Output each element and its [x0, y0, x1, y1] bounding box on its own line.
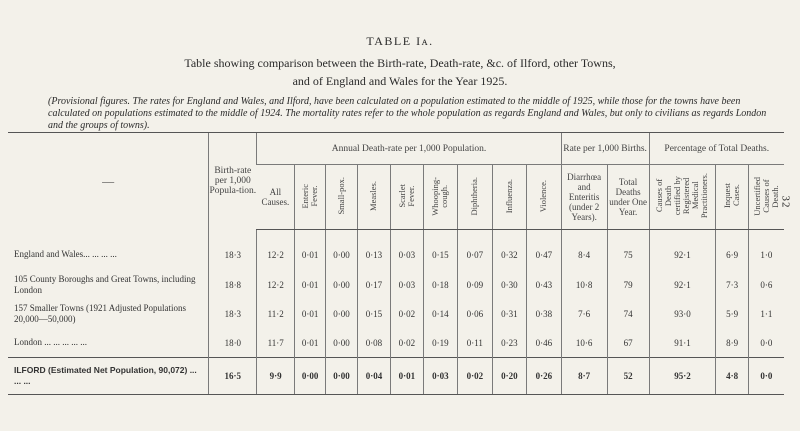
cell: 0·03	[423, 358, 458, 395]
cell: 0·14	[423, 299, 458, 328]
cell: 0·38	[527, 299, 562, 328]
comparison-table-wrapper	[8, 132, 784, 396]
cell: 8·7	[561, 358, 607, 395]
cell: 0·31	[492, 299, 527, 328]
cell: 7·6	[561, 299, 607, 328]
cell: 0·01	[295, 270, 326, 299]
provisional-note: (Provisional figures. The rates for England and Wales, and Ilford, have been calculated on a population estimated to the middle of 1925, while those for the towns have been calculated on populations estimated to the middle of 1924. The mortality rates refer to the whole population as regards England and Wales, but only to civilians as regards London and the groups of towns).	[48, 96, 767, 131]
page-number: 32	[779, 195, 792, 209]
header-birth-rate: Birth-rate per 1,000 Popula-tion.	[209, 133, 257, 230]
row-label: England and Wales... ... ... ...	[14, 249, 117, 260]
row-label: London ... ... ... ... ...	[14, 337, 87, 347]
cell: 0·00	[295, 358, 326, 395]
cell: 79	[607, 270, 649, 299]
cell: 0·02	[458, 358, 493, 395]
table-row	[8, 299, 784, 328]
header-small-pox: Small-pox.	[326, 165, 357, 230]
cell: 0·01	[295, 328, 326, 358]
cell: 67	[607, 328, 649, 358]
header-inquest: Inquest Cases.	[716, 165, 748, 230]
cell: 0·00	[326, 328, 357, 358]
header-scarlet-fever: Scarlet Fever.	[391, 165, 423, 230]
cell: 10·6	[561, 328, 607, 358]
header-enteric-fever: Enteric Fever.	[295, 165, 326, 230]
header-percentage-deaths: Percentage of Total Deaths.	[649, 133, 784, 165]
subtitle-line-2: and of England and Wales for the Year 1925.	[292, 74, 508, 88]
cell: 7·3	[716, 270, 748, 299]
cell: 0·07	[458, 230, 493, 271]
cell: 0·00	[326, 230, 357, 271]
cell: 0·01	[391, 358, 423, 395]
header-violence: Violence.	[527, 165, 562, 230]
cell: 0·18	[423, 270, 458, 299]
cell: 0·03	[391, 270, 423, 299]
header-dash: —	[8, 133, 209, 230]
cell: 0·47	[527, 230, 562, 271]
cell: 0·23	[492, 328, 527, 358]
cell: 18·3	[209, 230, 257, 271]
cell: 16·5	[209, 358, 257, 395]
header-certified: Causes of Death certified by Registered Medical Practitioners.	[649, 165, 716, 230]
cell: 52	[607, 358, 649, 395]
cell: 18·0	[209, 328, 257, 358]
cell: 1·1	[748, 299, 784, 328]
cell: 0·00	[326, 358, 357, 395]
cell: 0·04	[357, 358, 390, 395]
cell: 5·9	[716, 299, 748, 328]
cell: 0·32	[492, 230, 527, 271]
table-row	[8, 328, 784, 358]
cell: 11·2	[257, 299, 295, 328]
subtitle-line-1: Table showing comparison between the Birth-rate, Death-rate, &c. of Ilford, other Towns,	[184, 56, 616, 70]
cell: 93·0	[649, 299, 716, 328]
row-label: 105 County Boroughs and Great Towns, including London	[14, 273, 196, 295]
cell: 0·08	[357, 328, 390, 358]
cell: 0·20	[492, 358, 527, 395]
cell: 92·1	[649, 230, 716, 271]
cell: 12·2	[257, 270, 295, 299]
cell: 0·19	[423, 328, 458, 358]
header-uncertified: Uncertified Causes of Death.	[748, 165, 784, 230]
row-label: 157 Smaller Towns (1921 Adjusted Populations 20,000—50,000)	[14, 302, 186, 324]
cell: 74	[607, 299, 649, 328]
table-title: TABLE Iᴀ.	[366, 34, 434, 48]
cell: 0·09	[458, 270, 493, 299]
cell: 0·01	[295, 299, 326, 328]
cell: 4·8	[716, 358, 748, 395]
header-rate-per-births: Rate per 1,000 Births.	[561, 133, 649, 165]
header-influenza: Influenza.	[492, 165, 527, 230]
comparison-table	[8, 132, 784, 395]
cell: 75	[607, 230, 649, 271]
cell: 0·17	[357, 270, 390, 299]
table-row	[8, 230, 784, 271]
cell: 0·00	[326, 270, 357, 299]
cell: 0·30	[492, 270, 527, 299]
cell: 0·15	[357, 299, 390, 328]
table-subtitle	[60, 54, 740, 90]
cell: 0·01	[295, 230, 326, 271]
cell: 95·2	[649, 358, 716, 395]
header-annual-death-rate: Annual Death-rate per 1,000 Population.	[257, 133, 561, 165]
cell: 18·8	[209, 270, 257, 299]
cell: 0·15	[423, 230, 458, 271]
table-row-ilford	[8, 358, 784, 395]
row-label: ILFORD (Estimated Net Population, 90,072) ... ... ...	[8, 358, 209, 395]
cell: 9·9	[257, 358, 295, 395]
cell: 0·02	[391, 299, 423, 328]
cell: 1·0	[748, 230, 784, 271]
header-total-deaths: Total Deaths under One Year.	[607, 165, 649, 230]
cell: 0·0	[748, 358, 784, 395]
cell: 0·0	[748, 328, 784, 358]
cell: 11·7	[257, 328, 295, 358]
cell: 0·26	[527, 358, 562, 395]
header-all-causes: All Causes.	[257, 165, 295, 230]
cell: 8·4	[561, 230, 607, 271]
cell: 91·1	[649, 328, 716, 358]
cell: 0·43	[527, 270, 562, 299]
cell: 0·46	[527, 328, 562, 358]
table-row	[8, 270, 784, 299]
header-diphtheria: Diphtheria.	[458, 165, 493, 230]
cell: 8·9	[716, 328, 748, 358]
header-whooping-cough: Whooping- cough.	[423, 165, 458, 230]
cell: 18·3	[209, 299, 257, 328]
cell: 6·9	[716, 230, 748, 271]
cell: 92·1	[649, 270, 716, 299]
cell: 0·13	[357, 230, 390, 271]
cell: 0·11	[458, 328, 493, 358]
header-diarrhoea: Diarrhœa and Enteritis (under 2 Years).	[561, 165, 607, 230]
header-measles: Measles.	[357, 165, 390, 230]
cell: 10·8	[561, 270, 607, 299]
cell: 0·06	[458, 299, 493, 328]
cell: 12·2	[257, 230, 295, 271]
cell: 0·03	[391, 230, 423, 271]
cell: 0·00	[326, 299, 357, 328]
cell: 0·02	[391, 328, 423, 358]
cell: 0·6	[748, 270, 784, 299]
